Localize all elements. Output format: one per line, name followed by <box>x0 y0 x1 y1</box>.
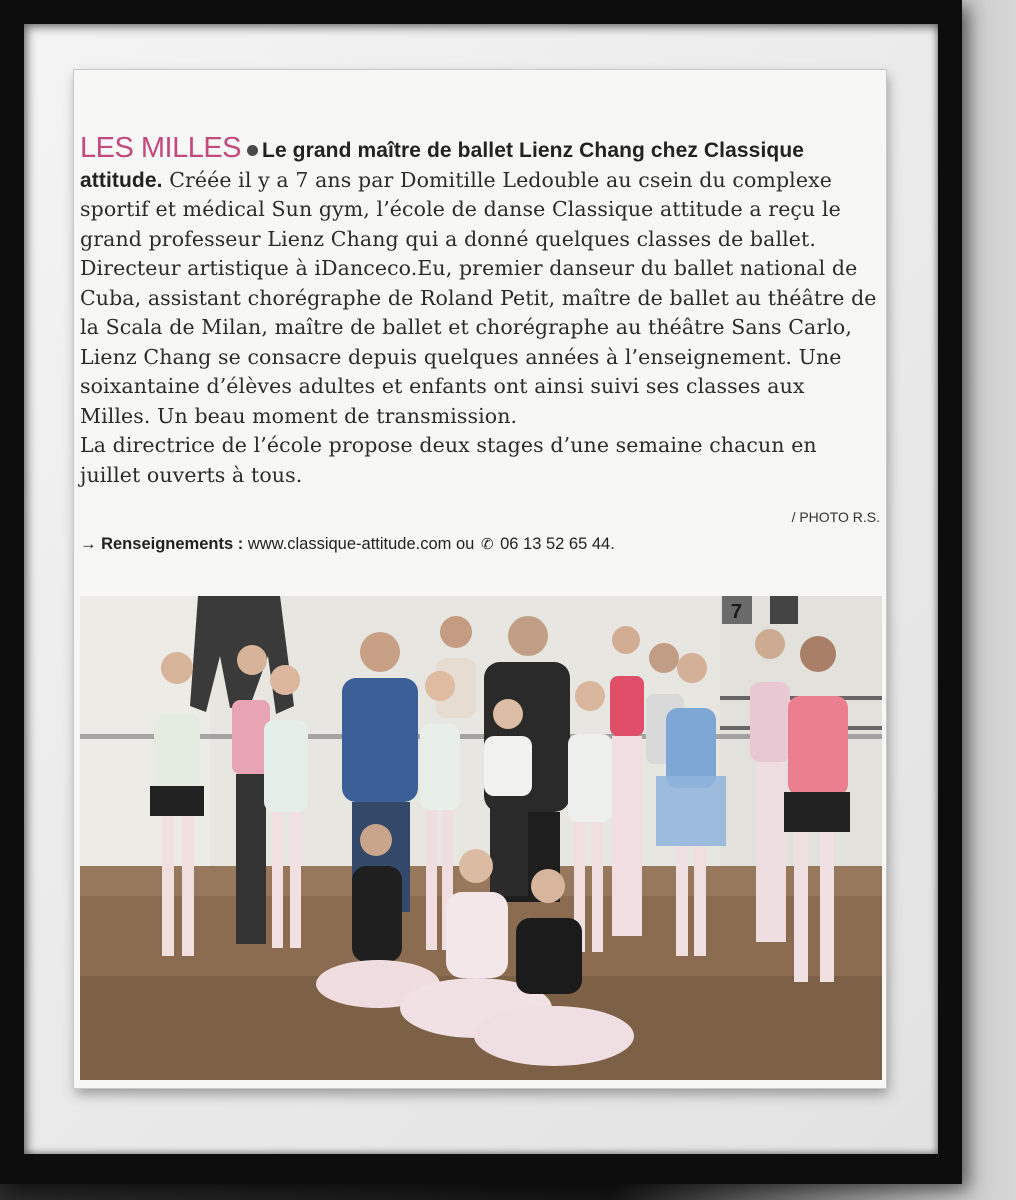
article <box>80 134 880 490</box>
group-photo <box>80 596 882 1080</box>
article-headline: Le grand maître de ballet Lienz Chang chez Classique attitude. <box>80 139 805 192</box>
newspaper-clipping <box>74 70 886 1088</box>
info-phone[interactable]: 06 13 52 65 44. <box>500 535 615 553</box>
photo-credit: / PHOTO R.S. <box>791 509 880 525</box>
photo-illustration <box>80 596 882 1080</box>
info-line <box>80 535 615 554</box>
phone-icon: ✆ <box>480 536 494 553</box>
article-kicker: LES MILLES <box>80 132 242 164</box>
bullet-icon <box>247 145 258 156</box>
article-body-2: La directrice de l’école propose deux stages d’une semaine chacun en juillet ouverts à tous. <box>80 433 817 487</box>
article-body: Créée il y a 7 ans par Domitille Ledouble au csein du complexe sportif et médical Sun gym, l’école de danse Classique attitude a reçu le grand professeur Lienz Chang qui a donné quelques classes de ballet. Directeur artistique à iDanceco.Eu, premier danseur du ballet national de Cuba, assistant chorégraphe de Roland Petit, maître de ballet au théâtre de la Scala de Milan, maître de ballet et chorégraphe au théâtre Sans Carlo, Lienz Chang se consacre depuis quelques années à l’enseignement. Une soixantaine d’élèves adultes et enfants ont ainsi suivi ses classes aux Milles. Un beau moment de transmission. <box>80 167 877 428</box>
arrow-icon: → <box>80 535 97 553</box>
info-website[interactable]: www.classique-attitude.com ou <box>247 535 475 553</box>
sign-number: 7 <box>731 601 743 623</box>
info-label: Renseignements : <box>101 535 244 553</box>
